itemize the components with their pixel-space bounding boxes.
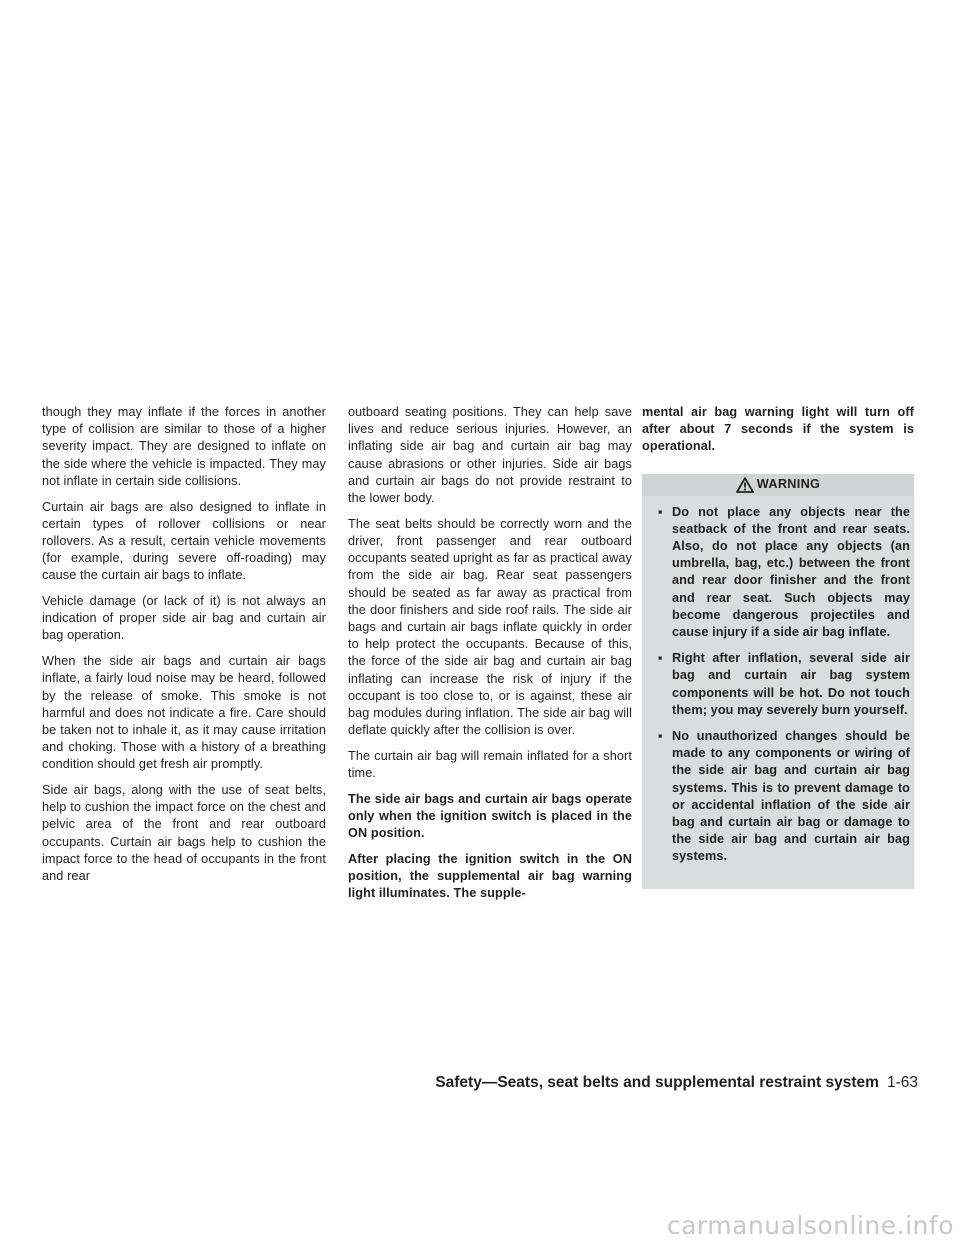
paragraph: The seat belts should be correctly worn and the driver, front passenger and rear outboard occupants seated upright as far as practical away from the side air bag. Rear seat passengers should be seated as far away as practical from the door finishers and side roof rails. The side air bags and curtain air bags inflate quickly in order to help protect the occupants. Because of this, the force of the side air bag and curtain air bag inflating can increase the risk of injury if the occupant is too close to, or is against, these air bag modules during inflation. The side air bag will deflate quickly after the collision is over.	[348, 516, 632, 738]
section-title: Safety—Seats, seat belts and supplemental restraint system	[435, 1074, 879, 1091]
paragraph: Side air bags, along with the use of seat belts, help to cushion the impact force on the chest and pelvic area of the front and rear outboard occupants. Curtain air bags help to cushion the impact force to the head of occupants in the front and rear	[42, 783, 326, 884]
warning-item-text: No unauthorized changes should be made to any components or wiring of the side air bag and curtain air bag systems. This is to prevent damage to or accidental inflation of the side air bag and curtain air bag or damage to the side air bag and curtain air bag systems.	[672, 729, 910, 864]
page-number: 1-63	[886, 1074, 918, 1091]
text-column-right	[642, 404, 914, 889]
warning-list	[642, 496, 914, 866]
text-column-middle	[348, 404, 632, 911]
warning-triangle-icon	[736, 477, 754, 493]
bold-paragraph: mental air bag warning light will turn off after about 7 seconds if the system is operational.	[642, 405, 914, 454]
paragraph: Curtain air bags are also designed to inflate in certain types of rollover collisions or near rollovers. As a result, certain vehicle movements (for example, during severe off-roading) may cause the curtain air bags to inflate.	[42, 499, 326, 583]
bullet-icon: ▪	[658, 504, 663, 519]
warning-item	[658, 504, 910, 642]
watermark: carmanualsonline.info	[666, 1211, 954, 1240]
warning-item	[658, 728, 910, 866]
bullet-icon: ▪	[658, 651, 663, 666]
warning-header	[642, 474, 914, 496]
paragraph: The curtain air bag will remain inflated for a short time.	[348, 748, 632, 781]
paragraph: outboard seating positions. They can help save lives and reduce serious injuries. However, an inflating side air bag and curtain air bag may cause abrasions or other injuries. Side air bags and curtain air bags do not provide restraint to the lower body.	[348, 405, 632, 506]
paragraph: Vehicle damage (or lack of it) is not always an indication of proper side air bag and curtain air bag operation.	[42, 594, 326, 643]
warning-title: WARNING	[756, 477, 821, 491]
paragraph: though they may inflate if the forces in another type of collision are similar to those of a higher severity impact. They are designed to inflate on the side where the vehicle is impacted. They may not inflate in certain side collisions.	[42, 405, 326, 488]
warning-item	[658, 650, 910, 719]
paragraph: When the side air bags and curtain air bags inflate, a fairly loud noise may be heard, followed by the release of smoke. This smoke is not harmful and does not indicate a fire. Care should be taken not to inhale it, as it may cause irritation and choking. Those with a history of a breathing condition should get fresh air promptly.	[42, 654, 326, 772]
warning-item-text: Right after inflation, several side air bag and curtain air bag system components will be hot. Do not touch them; you may severely burn yourself.	[672, 651, 910, 717]
bold-paragraph: After placing the ignition switch in the ON position, the supplemental air bag warning light illuminates. The supple-	[348, 851, 632, 901]
bold-paragraph: The side air bags and curtain air bags operate only when the ignition switch is placed in the ON position.	[348, 791, 632, 841]
warning-box	[642, 474, 914, 889]
warning-item-text: Do not place any objects near the seatback of the front and rear seats. Also, do not place any objects (an umbrella, bag, etc.) between the front and rear door finisher and the front and rear seat. Such objects may become dangerous projectiles and cause injury if a side air bag inflate.	[672, 504, 910, 640]
bullet-icon: ▪	[658, 729, 663, 744]
text-column-left	[42, 404, 326, 894]
page-footer	[435, 1074, 918, 1092]
